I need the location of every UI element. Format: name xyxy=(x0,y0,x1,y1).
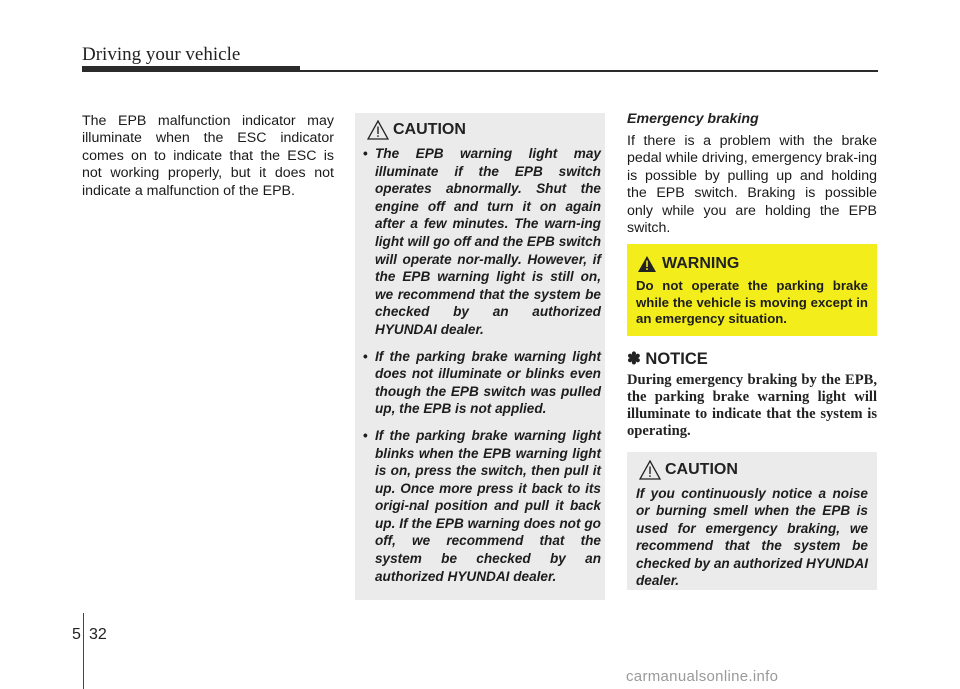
caution-item-text: If the parking brake warning light blinks when the EPB warning light is on, press the switch, then pull it up. Once more press it back to its origi-nal position and pull it back up. If the EPB warning does not go off, we recommend that the system be checked by an authorized HYUNDAI dealer. xyxy=(375,427,601,584)
caution-item-text: The EPB warning light may illuminate if the EPB switch operates abnormally. Shut the engine off and turn it on again after a few minutes. The warn-ing light will go off and the EPB switch will operate nor-mally. However, if the EPB warning light is still on, we recommend that the system be checked by an authorized HYUNDAI dealer. xyxy=(375,146,601,337)
caution-item xyxy=(363,145,601,339)
bullet: • xyxy=(363,146,368,161)
header-rule-thick xyxy=(82,66,300,72)
caution-item xyxy=(363,348,601,418)
caution-list xyxy=(363,145,601,594)
caution-item xyxy=(363,427,601,585)
caution-triangle-icon xyxy=(367,120,389,140)
caution-heading xyxy=(367,120,466,140)
header-rule-thin xyxy=(300,70,878,72)
page-divider xyxy=(83,613,84,689)
bullet: • xyxy=(363,348,368,364)
notice-heading: ✽ NOTICE xyxy=(627,350,708,368)
warning-box xyxy=(627,244,877,336)
warning-text: Do not operate the parking brake while the vehicle is moving except in an emergency situation. xyxy=(636,278,868,327)
epb-malfunction-paragraph: The EPB malfunction indicator may illuminate when the ESC indicator comes on to indicate that the ESC is not working properly, but it does not indicate a malfunction of the EPB. xyxy=(82,113,334,199)
warning-heading xyxy=(637,255,739,273)
caution-triangle-icon xyxy=(639,460,661,480)
header-title: Driving your vehicle xyxy=(82,44,241,65)
caution-heading-text: CAUTION xyxy=(393,121,466,138)
notice-text: During emergency braking by the EPB, the parking brake warning light will illuminate to indicate that the system is operating. xyxy=(627,372,877,439)
warning-triangle-icon xyxy=(637,255,657,273)
caution-box-main xyxy=(355,113,605,600)
bullet: • xyxy=(363,427,368,443)
caution-heading xyxy=(639,460,738,480)
emergency-braking-heading: Emergency braking xyxy=(627,111,759,127)
caution-box-small xyxy=(627,452,877,590)
caution-small-text: If you continuously notice a noise or burning smell when the EPB is used for emergency braking, we recommend that the system be checked by an authorized HYUNDAI dealer. xyxy=(636,486,868,589)
emergency-braking-paragraph: If there is a problem with the brake pedal while driving, emergency brak-ing is possible by pulling up and holding the EPB switch. Braking is possible only while you are holding the EPB switch. xyxy=(627,133,877,237)
page-number: 32 xyxy=(89,626,107,643)
caution-item-text: If the parking brake warning light does not illuminate or blinks even though the EPB switch was pulled up, the EPB is not applied. xyxy=(375,348,601,417)
caution-heading-text: CAUTION xyxy=(665,461,738,478)
section-number: 5 xyxy=(72,626,81,643)
watermark: carmanualsonline.info xyxy=(626,668,779,685)
warning-heading-text: WARNING xyxy=(662,255,740,272)
